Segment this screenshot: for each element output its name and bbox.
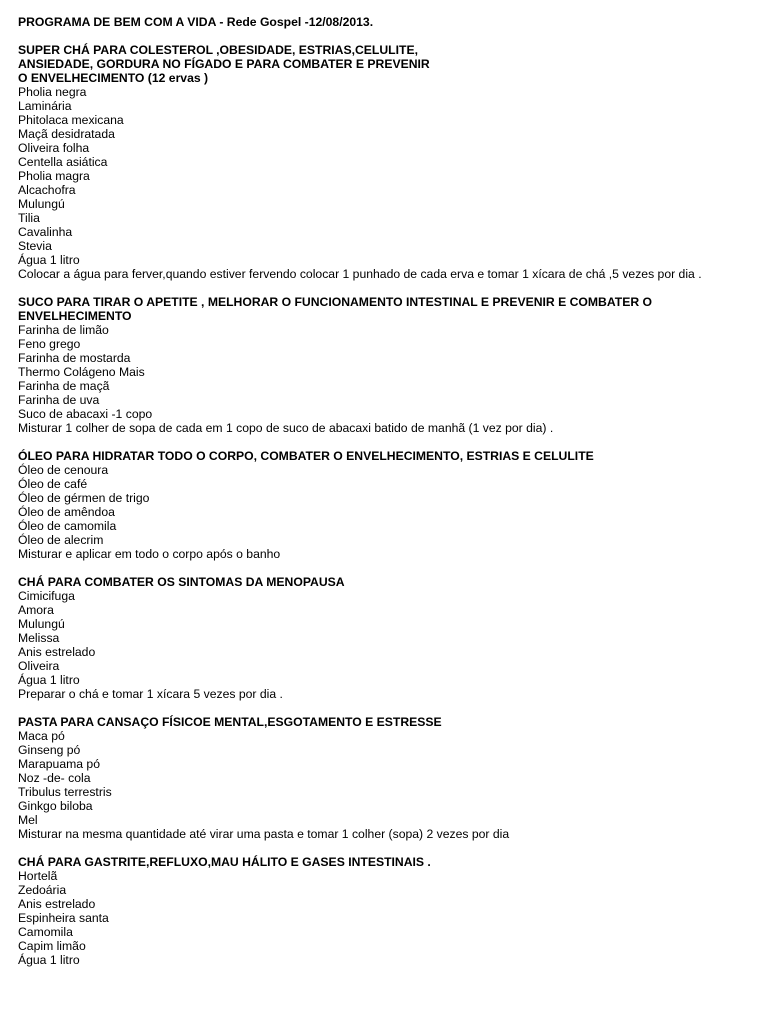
ingredient-item: Phitolaca mexicana: [18, 113, 124, 127]
preparation-instruction: Misturar e aplicar em todo o corpo após o banho: [18, 547, 281, 561]
section-title: SUCO PARA TIRAR O APETITE , MELHORAR O FUNCIONAMENTO INTESTINAL E PREVENIR E COMBATER O: [18, 295, 652, 309]
ingredient-item: Tilia: [18, 211, 40, 225]
ingredient-item: Farinha de maçã: [18, 379, 110, 393]
ingredient-item: Centella asiática: [18, 155, 108, 169]
ingredient-item: Água 1 litro: [18, 673, 80, 687]
ingredient-item: Capim limão: [18, 939, 86, 953]
ingredient-item: Oliveira folha: [18, 141, 90, 155]
section-title: SUPER CHÁ PARA COLESTEROL ,OBESIDADE, ESTRIAS,CELULITE,: [18, 43, 418, 57]
ingredient-item: Água 1 litro: [18, 253, 80, 267]
ingredient-item: Maçã desidratada: [18, 127, 115, 141]
ingredient-item: Suco de abacaxi -1 copo: [18, 407, 153, 421]
ingredient-item: Feno grego: [18, 337, 81, 351]
preparation-instruction: Preparar o chá e tomar 1 xícara 5 vezes por dia .: [18, 687, 283, 701]
ingredient-item: Anis estrelado: [18, 897, 96, 911]
spacer: [18, 29, 756, 43]
recipe-section: [18, 855, 756, 967]
section-title: ÓLEO PARA HIDRATAR TODO O CORPO, COMBATER O ENVELHECIMENTO, ESTRIAS E CELULITE: [18, 449, 594, 463]
recipe-section: [18, 715, 756, 855]
ingredient-item: Óleo de camomila: [18, 519, 117, 533]
ingredient-item: Ginkgo biloba: [18, 799, 93, 813]
recipe-section: [18, 43, 756, 295]
recipe-section: [18, 449, 756, 575]
section-title: O ENVELHECIMENTO (12 ervas ): [18, 71, 209, 85]
ingredient-item: Tribulus terrestris: [18, 785, 112, 799]
section-spacer: [18, 561, 756, 575]
ingredient-item: Anis estrelado: [18, 645, 96, 659]
section-spacer: [18, 281, 756, 295]
ingredient-item: Óleo de café: [18, 477, 88, 491]
recipe-section: [18, 295, 756, 449]
ingredient-item: Oliveira: [18, 659, 60, 673]
ingredient-item: Água 1 litro: [18, 953, 80, 967]
ingredient-item: Óleo de cenoura: [18, 463, 109, 477]
ingredient-item: Espinheira santa: [18, 911, 109, 925]
ingredient-item: Pholia magra: [18, 169, 90, 183]
section-title: ENVELHECIMENTO: [18, 309, 132, 323]
ingredient-item: Amora: [18, 603, 54, 617]
ingredient-item: Pholia negra: [18, 85, 87, 99]
section-title: CHÁ PARA GASTRITE,REFLUXO,MAU HÁLITO E GASES INTESTINAIS .: [18, 855, 431, 869]
ingredient-item: Maca pó: [18, 729, 65, 743]
ingredient-item: Farinha de uva: [18, 393, 100, 407]
ingredient-item: Melissa: [18, 631, 60, 645]
ingredient-item: Hortelã: [18, 869, 58, 883]
ingredient-item: Alcachofra: [18, 183, 76, 197]
ingredient-item: Farinha de mostarda: [18, 351, 131, 365]
ingredient-item: Mulungú: [18, 197, 65, 211]
ingredient-item: Laminária: [18, 99, 72, 113]
recipe-sections: [18, 43, 756, 967]
section-title: CHÁ PARA COMBATER OS SINTOMAS DA MENOPAUSA: [18, 575, 345, 589]
document-header: PROGRAMA DE BEM COM A VIDA - Rede Gospel -12/08/2013.: [18, 15, 374, 29]
section-spacer: [18, 435, 756, 449]
section-title: PASTA PARA CANSAÇO FÍSICOE MENTAL,ESGOTAMENTO E ESTRESSE: [18, 715, 442, 729]
preparation-instruction: Colocar a água para ferver,quando estiver fervendo colocar 1 punhado de cada erva e tomar 1 xícara de chá ,5 vezes por dia .: [18, 267, 702, 281]
ingredient-item: Thermo Colágeno Mais: [18, 365, 145, 379]
ingredient-item: Mulungú: [18, 617, 65, 631]
ingredient-item: Óleo de gérmen de trigo: [18, 491, 150, 505]
ingredient-item: Cavalinha: [18, 225, 73, 239]
section-spacer: [18, 841, 756, 855]
ingredient-item: Cimicifuga: [18, 589, 75, 603]
ingredient-item: Óleo de amêndoa: [18, 505, 115, 519]
ingredient-item: Camomila: [18, 925, 73, 939]
section-spacer: [18, 701, 756, 715]
preparation-instruction: Misturar 1 colher de sopa de cada em 1 copo de suco de abacaxi batido de manhã (1 vez por dia) .: [18, 421, 554, 435]
ingredient-item: Ginseng pó: [18, 743, 81, 757]
preparation-instruction: Misturar na mesma quantidade até virar uma pasta e tomar 1 colher (sopa) 2 vezes por dia: [18, 827, 510, 841]
ingredient-item: Zedoária: [18, 883, 67, 897]
recipe-section: [18, 575, 756, 715]
ingredient-item: Stevia: [18, 239, 52, 253]
ingredient-item: Mel: [18, 813, 38, 827]
ingredient-item: Marapuama pó: [18, 757, 100, 771]
document-page: [18, 15, 756, 967]
ingredient-item: Óleo de alecrim: [18, 533, 104, 547]
ingredient-item: Noz -de- cola: [18, 771, 91, 785]
ingredient-item: Farinha de limão: [18, 323, 109, 337]
section-title: ANSIEDADE, GORDURA NO FÍGADO E PARA COMBATER E PREVENIR: [18, 57, 430, 71]
